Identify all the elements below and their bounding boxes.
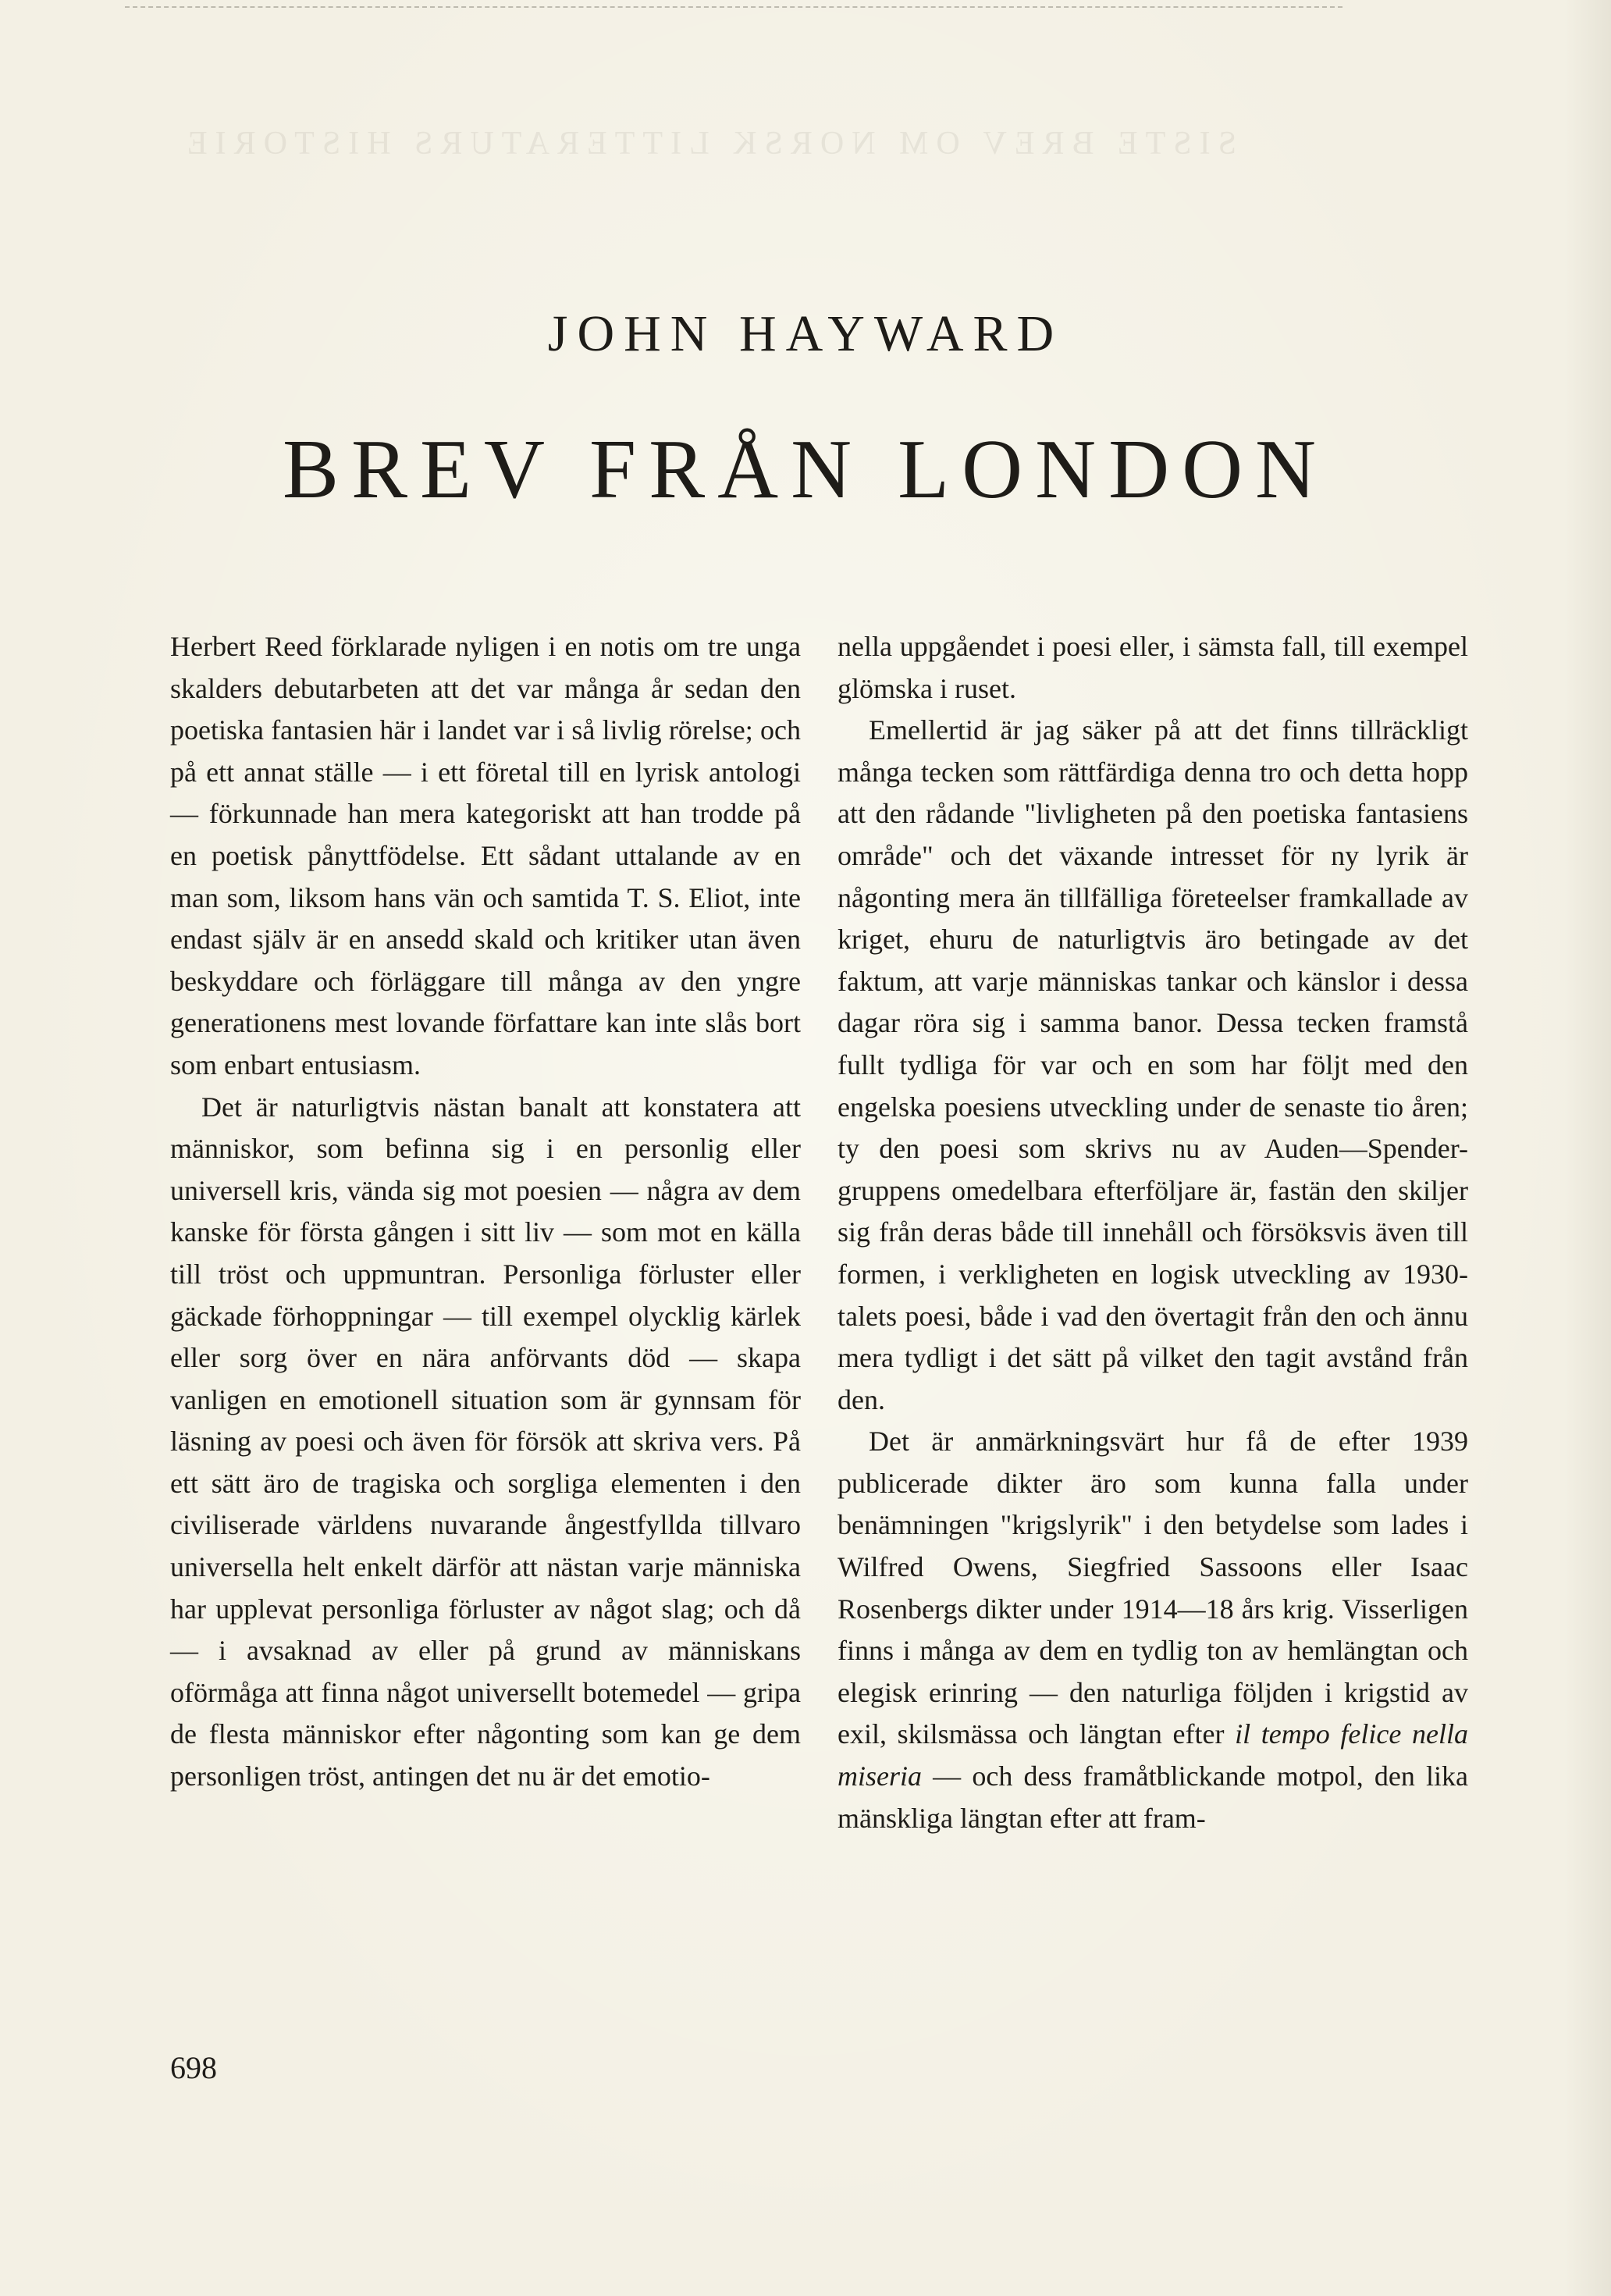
paragraph: nella uppgåendet i poesi eller, i sämsta fall, till exempel glömska i ruset. (838, 631, 1468, 704)
author-name: JOHN HAYWARD (547, 305, 1064, 362)
bleed-through-text: SISTE BREV OM NORSK LITTERATURS HISTORIE (180, 126, 1237, 162)
paragraph-text: — och dess framåtblickande motpol, den lika mänskliga längtan efter att fram- (838, 1760, 1468, 1834)
italic-phrase: il tempo felice nella miseria (838, 1718, 1469, 1792)
paragraph: Det är naturligtvis nästan banalt att konstatera att människor, som befinna sig i en personlig eller universell kris, vända sig mot poesien — några av dem kanske för första gången i sitt liv — som mot en källa till tröst och uppmuntran. Personliga förluster eller gäckade förhoppningar — till exempel olycklig kärlek eller sorg över en nära anförvants död — skapa vanligen en emotionell situation som är gynnsam för läsning av poesi och även för försök att skriva vers. På ett sätt äro de tragiska och sorgliga elementen i den civiliserade världens nuvarande ångestfyllda tillvaro universella helt enkelt därför att nästan varje människa har upplevat personliga förluster av något slag; och då — i avsaknad av eller på grund av människans oförmåga att finna något universellt botemedel — gripa de flesta människor efter någonting som kan ge dem personligen tröst, antingen det nu är det emotio- (170, 1091, 801, 1792)
paragraph: Herbert Reed förklarade nyligen i en notis om tre unga skalders debutarbeten att det var många år sedan den poetiska fantasien här i landet var i så livlig rörelse; och på ett annat ställe — i ett företal till en lyrisk antologi — förkunnade han mera kategoriskt att han trodde på en poetisk pånyttfödelse. Ett sådant uttalande av en man som, liksom hans vän och samtida T. S. Eliot, inte endast själv är en ansedd skald och kritiker utan även beskyddare och förläggare till många av den yngre generationens mest lovande författare kan inte slås bort som enbart entusiasm. (170, 631, 801, 1080)
page-number: 698 (170, 2050, 217, 2085)
article-title: BREV FRÅN LONDON (282, 423, 1329, 516)
left-text-column (170, 626, 801, 1798)
page-top-edge (125, 6, 1342, 8)
paragraph (838, 1421, 1468, 1839)
right-text-column (838, 626, 1468, 1839)
paragraph: Emellertid är jag säker på att det finns tillräckligt många tecken som rättfärdiga denna tro och detta hopp att den rådande "livligheten på den poetiska fantasiens område" och det växande intresset för ny lyrik är någonting mera än tillfälliga företeelser framkallade av kriget, ehuru de naturligtvis äro betingade av det faktum, att varje människas tankar och känslor i dessa dagar röra sig i samma banor. Dessa tecken framstå fullt tydliga för var och en som har följt med den engelska poesiens utveckling under de senaste tio åren; ty den poesi som skrivs nu av Auden—Spender-gruppens omedelbara efterföljare är, fastän den skiljer sig från deras både till innehåll och försöksvis även till formen, i verkligheten en logisk utveckling av 1930-talets poesi, både i vad den övertagit från den och ännu mera tydligt i det sätt på vilket den tagit avstånd från den. (838, 714, 1468, 1415)
paragraph-text: Det är anmärkningsvärt hur få de efter 1939 publicerade dikter äro som kunna falla under benämningen "krigslyrik" i den betydelse som lades i Wilfred Owens, Siegfried Sassoons eller Isaac Rosenbergs dikter under 1914—18 års krig. Visserligen finns i många av dem en tydlig ton av hemlängtan och elegisk erinring — den naturliga följden i krigstid av exil, skilsmässa och längtan efter (838, 1426, 1468, 1750)
